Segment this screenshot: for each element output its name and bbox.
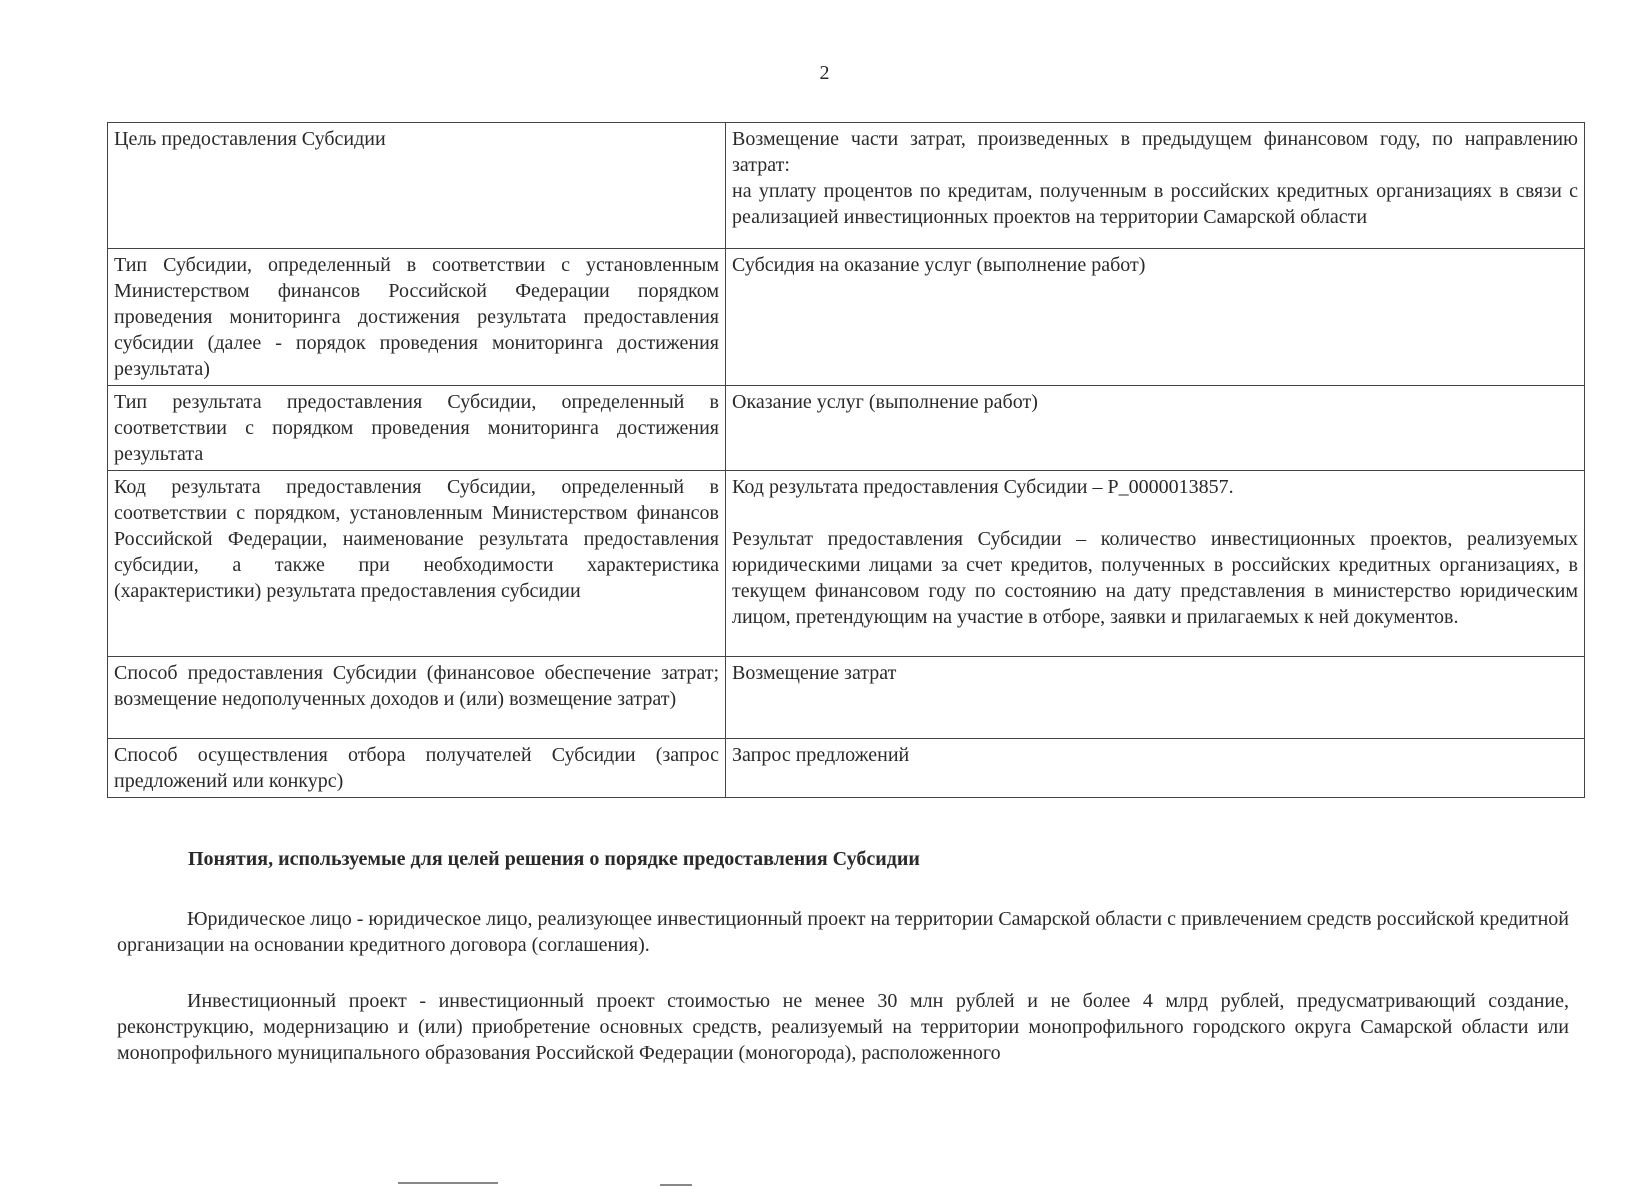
definition-paragraph: Инвестиционный проект - инвестиционный проект стоимостью не менее 30 млн рублей и не более 4 млрд рублей, предусматривающий создание, реконструкцию, модернизацию и (или) приобретение основных средств, реализуемый на территории монопрофильного городского округа Самарской области или монопрофильного муниципального образования Российской Федерации (моногорода), расположенного bbox=[117, 990, 1569, 1064]
section-heading: Понятия, используемые для целей решения о порядке предоставления Субсидии bbox=[188, 848, 920, 870]
row-value bbox=[726, 739, 1585, 798]
row-value-text: Код результата предоставления Субсидии – Р_0000013857. bbox=[732, 476, 1234, 498]
row-value-text: на уплату процентов по кредитам, полученным в российских кредитных организациях в связи с реализацией инвестиционных проектов на территории Самарской области bbox=[732, 180, 1578, 228]
row-value-text: Возмещение затрат bbox=[732, 662, 897, 684]
row-label: Тип Субсидии, определенный в соответствии с установленным Министерством финансов Российской Федерации порядком проведения мониторинга достижения результата предоставления субсидии (далее - порядок проведения мониторинга достижения результата) bbox=[108, 249, 726, 386]
subsidy-info-table bbox=[107, 122, 1585, 798]
row-value bbox=[726, 471, 1585, 657]
row-label: Способ осуществления отбора получателей Субсидии (запрос предложений или конкурс) bbox=[108, 739, 726, 798]
scan-artifact bbox=[660, 1184, 692, 1186]
row-value-text: Субсидия на оказание услуг (выполнение работ) bbox=[732, 254, 1146, 276]
row-value bbox=[726, 657, 1585, 739]
scan-artifact bbox=[398, 1182, 498, 1184]
row-label: Код результата предоставления Субсидии, определенный в соответствии с порядком, установленным Министерством финансов Российской Федерации, наименование результата предоставления субсидии, а также при необходимости характеристика (характеристики) результата предоставления субсидии bbox=[108, 471, 726, 657]
row-value bbox=[726, 249, 1585, 386]
table-row bbox=[108, 249, 1585, 386]
row-label: Цель предоставления Субсидии bbox=[108, 123, 726, 249]
definition-paragraph: Юридическое лицо - юридическое лицо, реализующее инвестиционный проект на территории Самарской области с привлечением средств российской кредитной организации на основании кредитного договора (соглашения). bbox=[117, 908, 1569, 956]
table-row bbox=[108, 471, 1585, 657]
row-value bbox=[726, 386, 1585, 471]
row-value-text: Запрос предложений bbox=[732, 744, 910, 766]
row-value-text: Результат предоставления Субсидии – количество инвестиционных проектов, реализуемых юридическими лицами за счет кредитов, полученных в российских кредитных организациях, в текущем финансовом году по состоянию на дату представления в министерство юридическим лицом, претендующим на участие в отборе, заявки и прилагаемых к ней документов. bbox=[732, 528, 1578, 628]
row-value-text: Возмещение части затрат, произведенных в предыдущем финансовом году, по направлению затрат: bbox=[732, 128, 1578, 176]
table-row bbox=[108, 657, 1585, 739]
table-row bbox=[108, 739, 1585, 798]
paragraph-gap bbox=[732, 500, 1578, 526]
page-number: 2 bbox=[819, 62, 830, 84]
row-value-text: Оказание услуг (выполнение работ) bbox=[732, 391, 1038, 413]
table-row bbox=[108, 386, 1585, 471]
row-label: Способ предоставления Субсидии (финансовое обеспечение затрат; возмещение недополученных доходов и (или) возмещение затрат) bbox=[108, 657, 726, 739]
row-label: Тип результата предоставления Субсидии, определенный в соответствии с порядком проведения мониторинга достижения результата bbox=[108, 386, 726, 471]
table-row bbox=[108, 123, 1585, 249]
row-value bbox=[726, 123, 1585, 249]
